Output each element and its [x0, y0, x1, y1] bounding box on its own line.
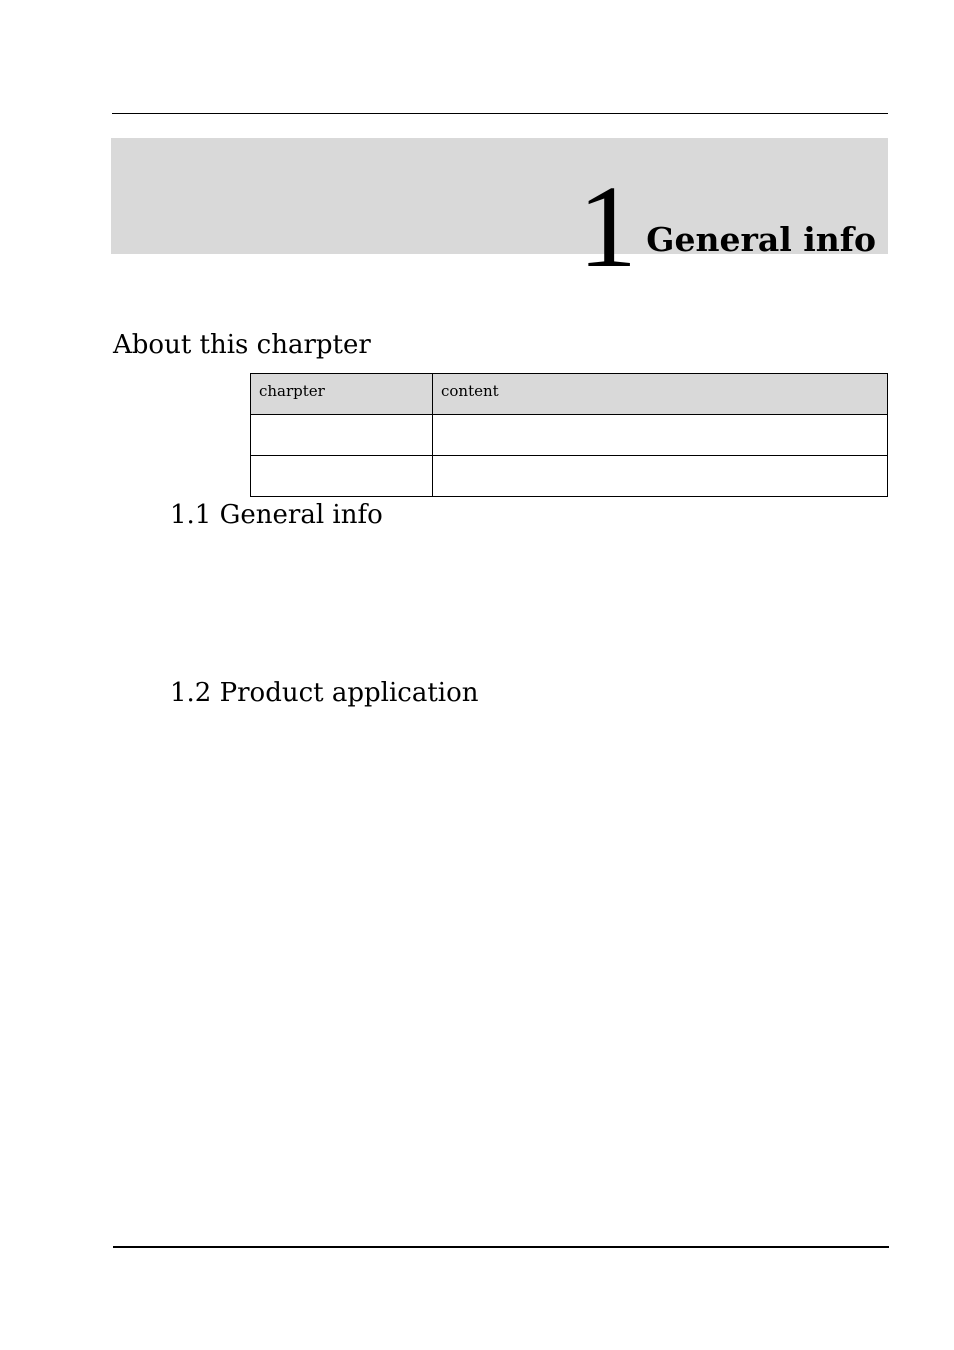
header-rule	[112, 113, 888, 114]
table-row	[251, 456, 888, 497]
table-cell	[251, 456, 433, 497]
table-cell	[251, 415, 433, 456]
table-header-row	[251, 374, 888, 415]
section-heading-product-application: 1.2 Product application	[170, 678, 479, 708]
chapter-number: 1	[578, 161, 637, 292]
table-header-content: content	[433, 374, 888, 415]
section-heading-general-info: 1.1 General info	[170, 500, 383, 530]
chapter-content-table	[250, 373, 888, 497]
table-cell	[433, 415, 888, 456]
table-header-chapter: charpter	[251, 374, 433, 415]
table-row	[251, 415, 888, 456]
footer-rule	[113, 1246, 889, 1248]
table-cell	[433, 456, 888, 497]
chapter-title: General info	[646, 220, 876, 259]
about-chapter-heading: About this charpter	[113, 330, 371, 360]
